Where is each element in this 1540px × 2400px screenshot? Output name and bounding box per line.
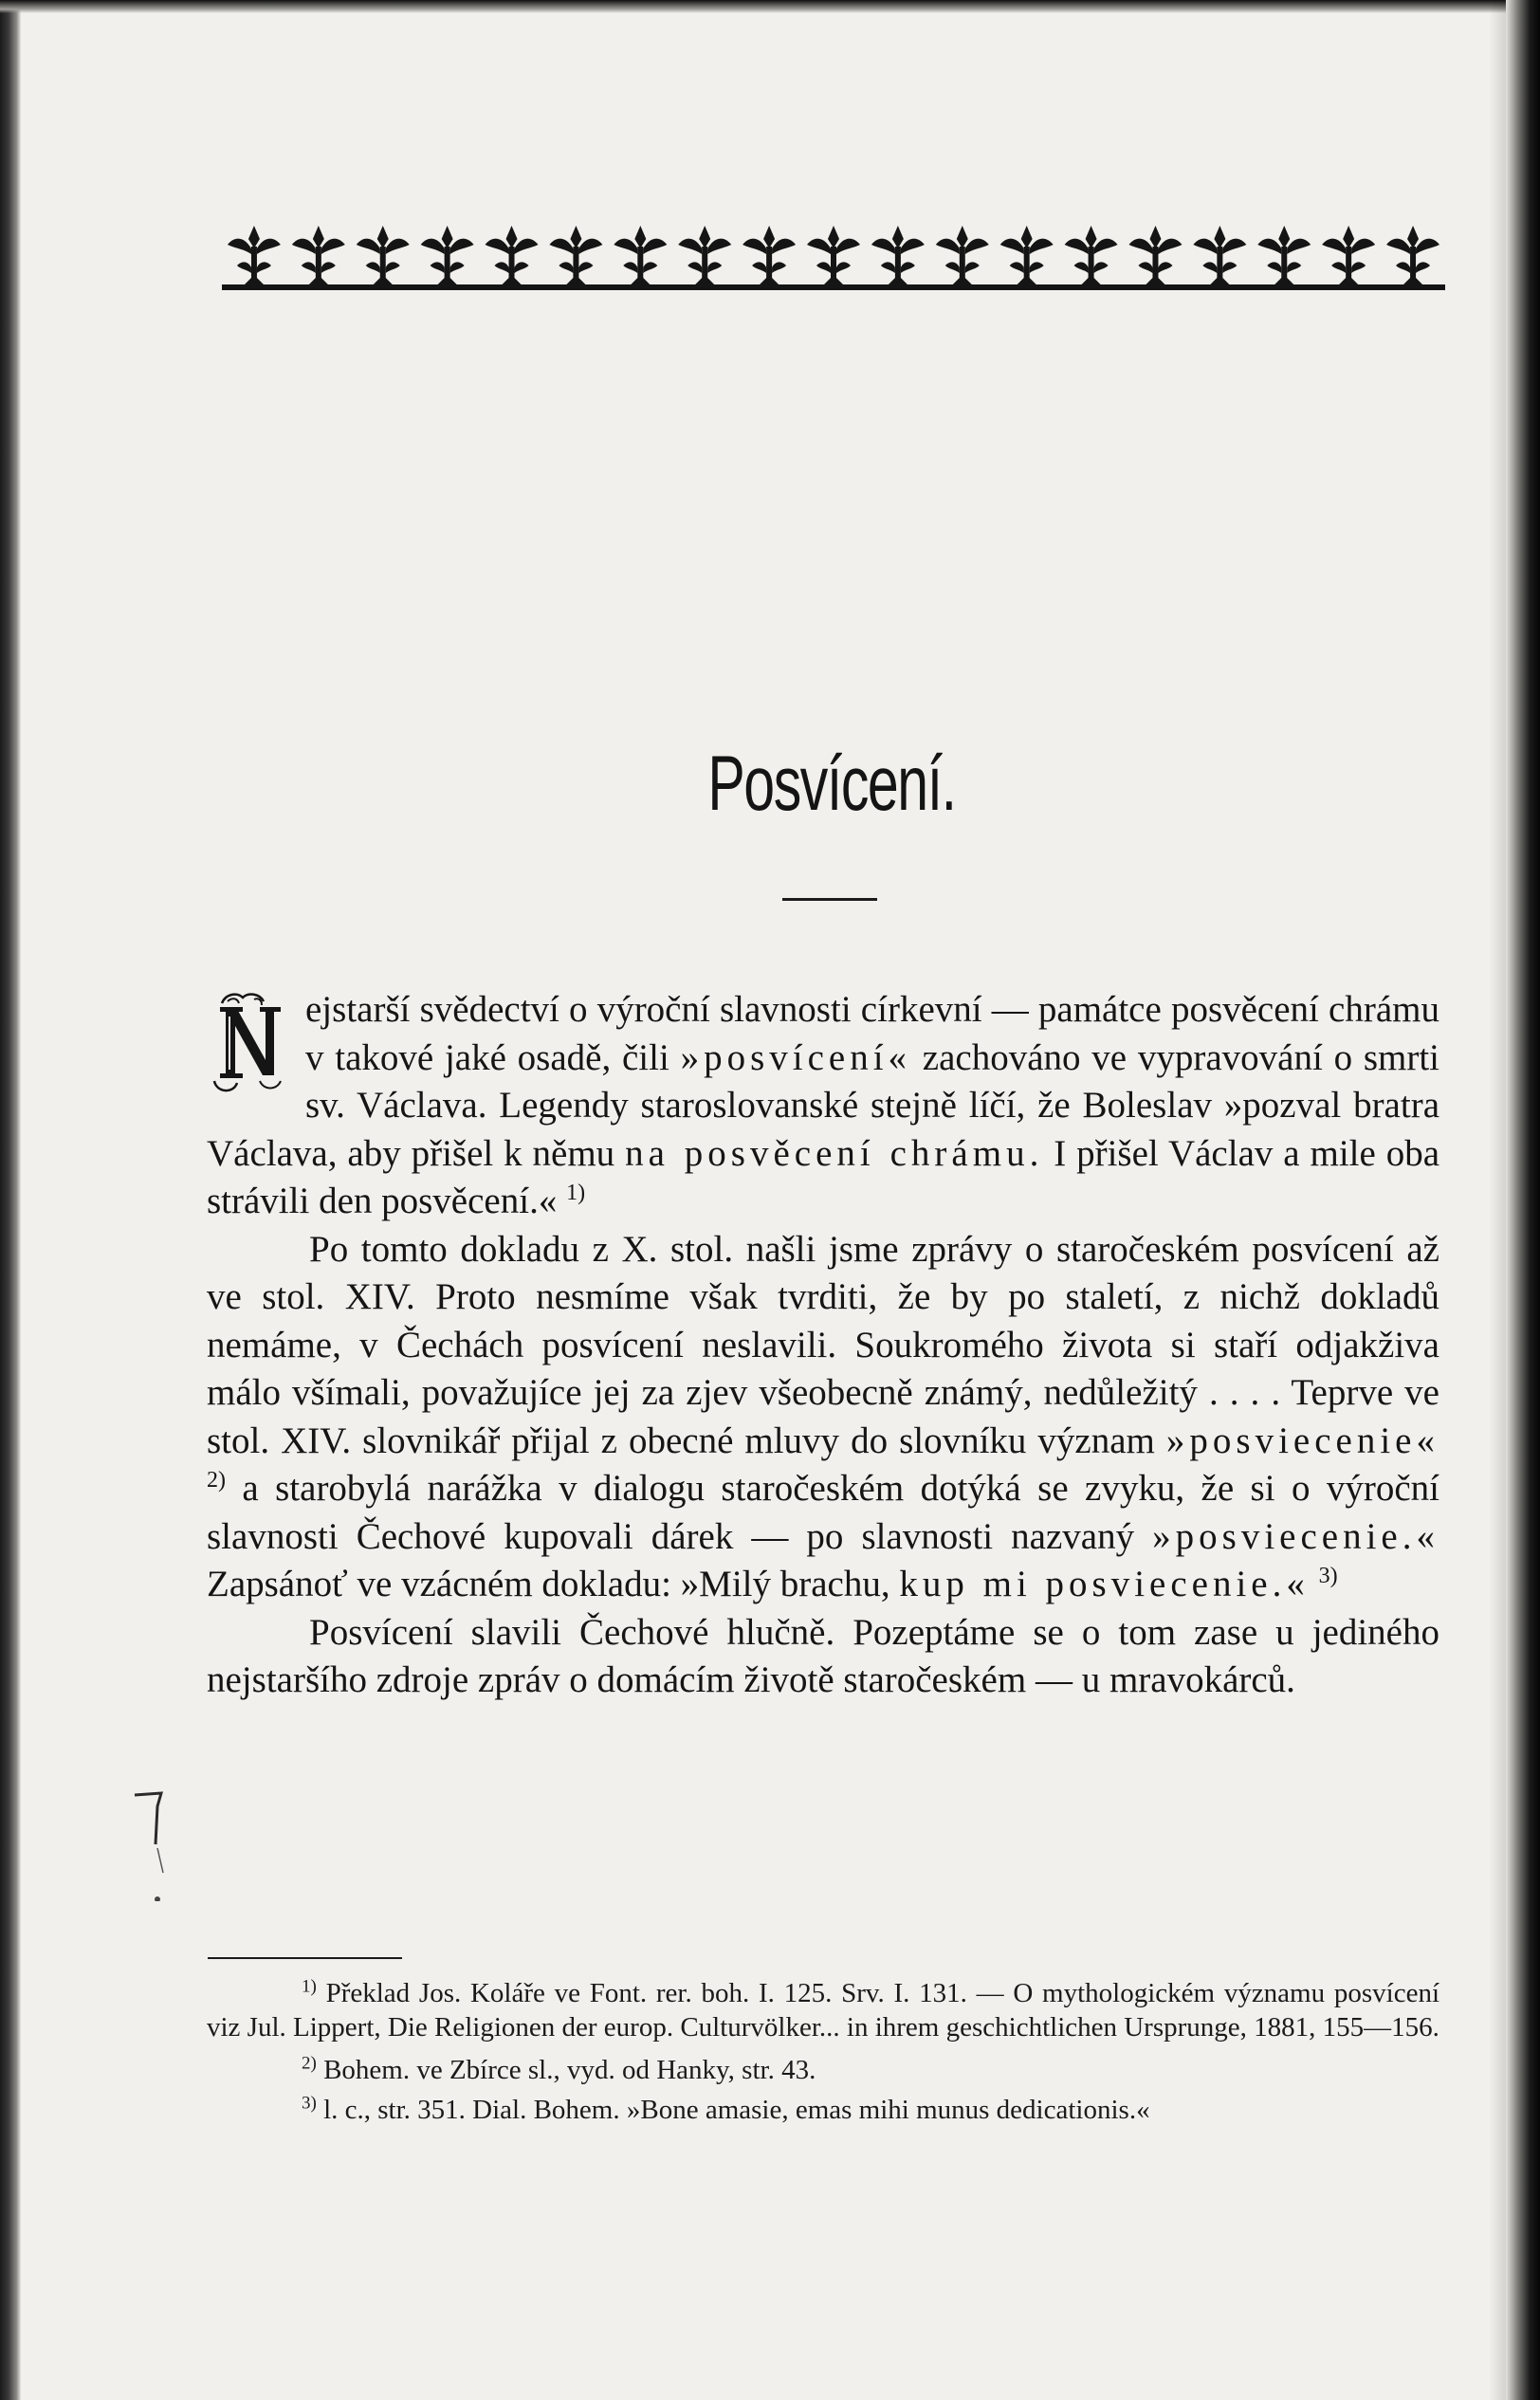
body-text (207, 986, 1439, 1705)
fleuron-icon (678, 226, 731, 284)
page-title: Posvícení. (707, 741, 956, 827)
header-ornament-band (222, 220, 1445, 288)
paragraph-1 (207, 986, 1439, 1226)
text-run: zachováno ve vypravování o smrti sv. Václava. Legendy staroslovanské stejně líčí, že Boleslav »pozval bratra Václava, aby přišel k němu (207, 1036, 1439, 1174)
fleuron-icon (357, 226, 410, 284)
spaced-emphasis: »posviecenie« (1165, 1420, 1439, 1461)
footnote-text: Překlad Jos. Koláře ve Font. rer. boh. I. 125. Srv. I. 131. — O mythologickém významu posvícení viz Jul. Lippert, Die Religionen der europ. Culturvölker... in ihrem geschichtlichen Ursprunge, 1881, 155—156. (207, 1978, 1439, 2043)
spaced-emphasis: »posvícení« (680, 1036, 912, 1078)
paragraph-3 (207, 1609, 1439, 1705)
fleuron-icon (742, 226, 796, 284)
fleuron-icon (421, 226, 474, 284)
footnotes (207, 1977, 1439, 2133)
text-run: a starobylá narážka v dialogu staročeském dotýká se zvyku, že si o výroční slavnosti Čechové kupovali dárek — po slavnosti nazvaný (207, 1468, 1439, 1557)
scan-edge-right (1506, 0, 1540, 2400)
footnote-reference: 3) (1318, 1564, 1338, 1588)
fleuron-icon (807, 226, 860, 284)
page-shadow (1489, 0, 1506, 2400)
scan-edge-left (0, 0, 21, 2400)
fleuron-icon (1386, 226, 1439, 284)
fleuron-icon (292, 226, 345, 284)
fleuron-icon (486, 226, 539, 284)
text-run (1310, 1564, 1319, 1604)
footnote-number: 2) (302, 2053, 317, 2074)
footnote-reference: 1) (566, 1181, 586, 1205)
fleuron-row-icon (222, 220, 1445, 288)
spaced-emphasis: kup mi posviecenie.« (899, 1564, 1310, 1604)
scan-edge-top (0, 0, 1540, 13)
fleuron-icon (1257, 226, 1311, 284)
header-rule (222, 284, 1445, 290)
pencil-mark-icon (129, 1787, 176, 1901)
dropcap-n-icon (205, 990, 300, 1096)
fleuron-icon (1128, 226, 1182, 284)
text-run: I přišel Václav a mile oba strávili den posvěcení.« (207, 1132, 1440, 1221)
fleuron-icon (1000, 226, 1054, 284)
fleuron-icon (549, 226, 602, 284)
footnote-text: l. c., str. 351. Dial. Bohem. »Bone amasie, emas mihi munus dedicationis.« (323, 2094, 1150, 2125)
text-run: Posvícení slavili Čechové hlučně. Pozeptáme se o tom zase u jediného nejstaršího zdroje zpráv o domácím životě staročeském — u mravokárců. (207, 1611, 1439, 1700)
paragraph-1-text (207, 989, 1439, 1221)
footnote-3 (207, 2094, 1439, 2128)
footnote-number: 3) (302, 2092, 317, 2113)
footnote-1 (207, 1977, 1439, 2044)
fleuron-icon (1193, 226, 1246, 284)
fleuron-icon (1065, 226, 1118, 284)
spaced-emphasis: na posvěcení chrámu. (625, 1132, 1044, 1174)
paragraph-2-text (207, 1229, 1439, 1605)
title-underline (782, 898, 877, 901)
fleuron-icon (936, 226, 989, 284)
fleuron-icon (871, 226, 925, 284)
footnote-rule (208, 1957, 402, 1959)
footnote-reference: 2) (207, 1468, 226, 1493)
fleuron-icon (614, 226, 667, 284)
footnote-number: 1) (302, 1976, 317, 1997)
spaced-emphasis: »posviecenie.« (1152, 1515, 1439, 1557)
fleuron-icon (228, 226, 281, 284)
paragraph-2 (207, 1226, 1439, 1609)
footnote-2 (207, 2054, 1439, 2088)
paragraph-3-text (207, 1612, 1439, 1701)
fleuron-icon (1322, 226, 1375, 284)
text-run: Po tomto dokladu z X. stol. našli jsme zprávy o staročeském posvícení až ve stol. XIV. Proto nesmíme však tvrditi, že by po staletí, z nichž dokladů nemáme, v Čechách posvícení neslavili. Soukromého života si staří odjakživa málo všímali, považujíce jej za zjev všeobecně známý, nedůležitý . . . . Teprve ve stol. XIV. slovnikář přijal z obecné mluvy do slovníku význam (207, 1228, 1439, 1461)
text-run: Zapsánoť ve vzácném dokladu: »Milý brachu, (207, 1564, 900, 1604)
text-run: ejstarší svědectví o výroční slavnosti církevní — památce posvěcení chrámu v takové jaké osadě, čili (305, 989, 1439, 1078)
footnote-text: Bohem. ve Zbírce sl., vyd. od Hanky, str. 43. (323, 2055, 816, 2085)
